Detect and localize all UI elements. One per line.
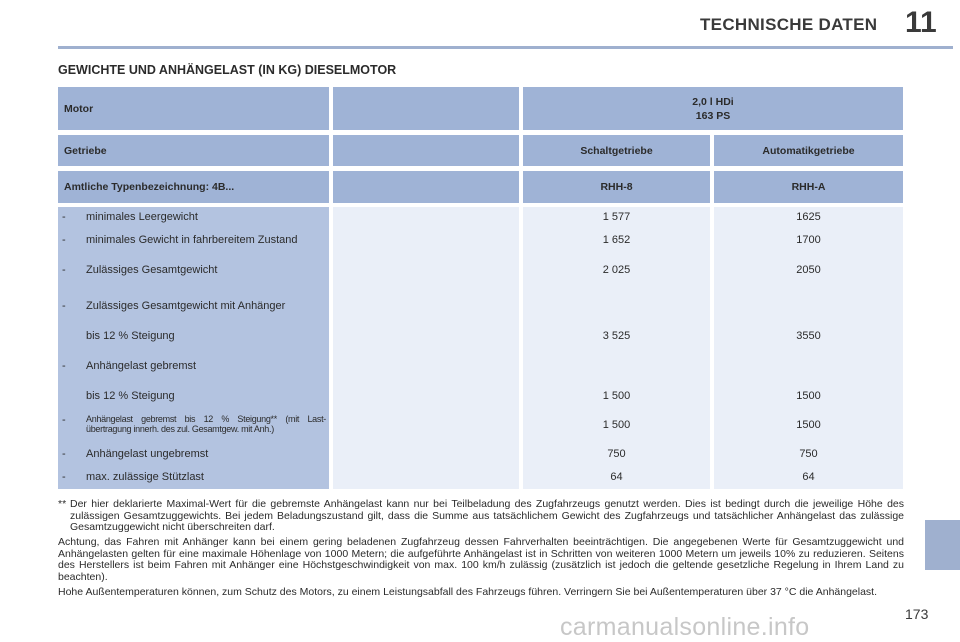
table-row-label: - Zulässiges Gesamtgewicht [62, 264, 218, 276]
chapter-side-tab [925, 520, 960, 570]
page-number: 173 [905, 606, 929, 622]
chapter-number: 11 [905, 6, 937, 39]
typ-label-cell [58, 171, 329, 203]
footnote-trailer-load [58, 499, 904, 534]
motor-value-line2: 163 PS [695, 109, 731, 122]
table-row-label: - Anhängelast ungebremst [62, 448, 209, 460]
typ-automatic: RHH-A [791, 181, 826, 193]
motor-spacer-cell [333, 87, 519, 130]
table-row-label: bis 12 % Steigung [86, 330, 175, 342]
getriebe-automatic-cell [714, 135, 903, 166]
chapter-title: TECHNISCHE DATEN [700, 15, 878, 34]
table-row-label: - max. zulässige Stützlast [62, 471, 204, 483]
body-manual-column [523, 207, 710, 489]
table-row-value-manual: 750 [607, 448, 626, 460]
getriebe-manual-cell [523, 135, 710, 166]
section-title: GEWICHTE UND ANHÄNGELAST (IN KG) DIESELMOTOR [58, 63, 397, 77]
motor-value-cell [523, 87, 903, 130]
motor-label-cell [58, 87, 329, 130]
table-row-value-automatic: 750 [799, 448, 818, 460]
table-row-value-automatic: 3550 [796, 330, 821, 342]
table-row-label: bis 12 % Steigung [86, 390, 175, 402]
table-row-value-automatic: 1500 [796, 390, 821, 402]
getriebe-label: Getriebe [64, 144, 107, 157]
table-row-value-manual: 2 025 [602, 264, 631, 276]
table-row-value-manual: 1 500 [602, 390, 631, 402]
table-row-value-manual: 1 500 [602, 419, 631, 431]
typ-automatic-cell [714, 171, 903, 203]
typ-label: Amtliche Typenbezeichnung: 4B... [64, 181, 235, 193]
body-label-column [58, 207, 329, 489]
typ-spacer-cell [333, 171, 519, 203]
table-row-label: - Anhängelast gebremst [62, 360, 197, 372]
table-row-value-manual: 1 577 [602, 211, 631, 223]
footnote-marker: ** [58, 498, 67, 510]
table-row-label: - Zulässiges Gesamtgewicht mit Anhänger [62, 300, 286, 312]
typ-manual-cell [523, 171, 710, 203]
table-row-value-automatic: 64 [802, 471, 815, 483]
table-row-label: - minimales Leergewicht [62, 211, 198, 223]
body-automatic-column [714, 207, 903, 489]
typ-manual: RHH-8 [600, 181, 633, 193]
table-row-value-automatic: 2050 [796, 264, 821, 276]
table-row-label: - Anhängelast gebremst bis 12 % Steigung** (mit Last- übertragung innerh. des zul. Gesamtgew. mit Anh.) [62, 414, 326, 434]
table-row-label: - minimales Gewicht in fahrbereitem Zustand [62, 234, 298, 246]
getriebe-label-cell [58, 135, 329, 166]
getriebe-automatic: Automatikgetriebe [762, 144, 855, 157]
table-row-value-automatic: 1500 [796, 419, 821, 431]
header-divider [58, 46, 953, 49]
table-row-value-automatic: 1625 [796, 211, 821, 223]
table-row-value-manual: 1 652 [602, 234, 631, 246]
watermark: carmanualsonline.info [560, 613, 810, 641]
table-row-value-automatic: 1700 [796, 234, 821, 246]
footnote-text: Der hier deklarierte Maximal-Wert für die gebremste Anhängelast kann nur bei Teilbeladung des Zugfahrzeugs genutzt werden. Dies ist bedingt durch die jeweilige Höhe des zulässigen Gesamtzuggewichts. Bei jedem Beladungszustand gilt, dass die Summe aus tatsächlichem Gewicht des Zugfahrzeugs und tatsächlicher Anhängelast das zulässige Gesamtzuggewicht nicht überschreiten darf. [70, 498, 904, 533]
table-row-value-manual: 64 [610, 471, 623, 483]
motor-label: Motor [64, 102, 94, 115]
note-trailer-driving: Achtung, das Fahren mit Anhänger kann bei einem gering beladenen Zugfahrzeug dessen Fahrverhalten beeinträchtigen. Die angegebenen Werte für Gesamtzuggewicht und Anhängelasten gelten für eine maximale Höhenlage von 1000 Metern; die aufgeführte Anhängelast ist in Schritten von weiteren 1000 Metern um jeweils 10% zu reduzieren. Seitens des Herstellers ist beim Fahren mit Anhänger eine Höchstgeschwindigkeit von max. 100 km/h zulässig (zusätzlich ist jedoch die geltende gesetzliche Regelung in Ihrem Land zu beachten). [58, 536, 904, 583]
table-row-value-manual: 3 525 [602, 330, 631, 342]
motor-value-line1: 2,0 l HDi [692, 95, 734, 108]
note-high-temperature: Hohe Außentemperaturen können, zum Schutz des Motors, zu einem Leistungsabfall des Fahrzeugs führen. Verringern Sie bei Außentemperaturen über 37 °C die Anhängelast. [58, 586, 878, 598]
getriebe-manual: Schaltgetriebe [580, 144, 653, 157]
body-spacer-column [333, 207, 519, 489]
getriebe-spacer-cell [333, 135, 519, 166]
